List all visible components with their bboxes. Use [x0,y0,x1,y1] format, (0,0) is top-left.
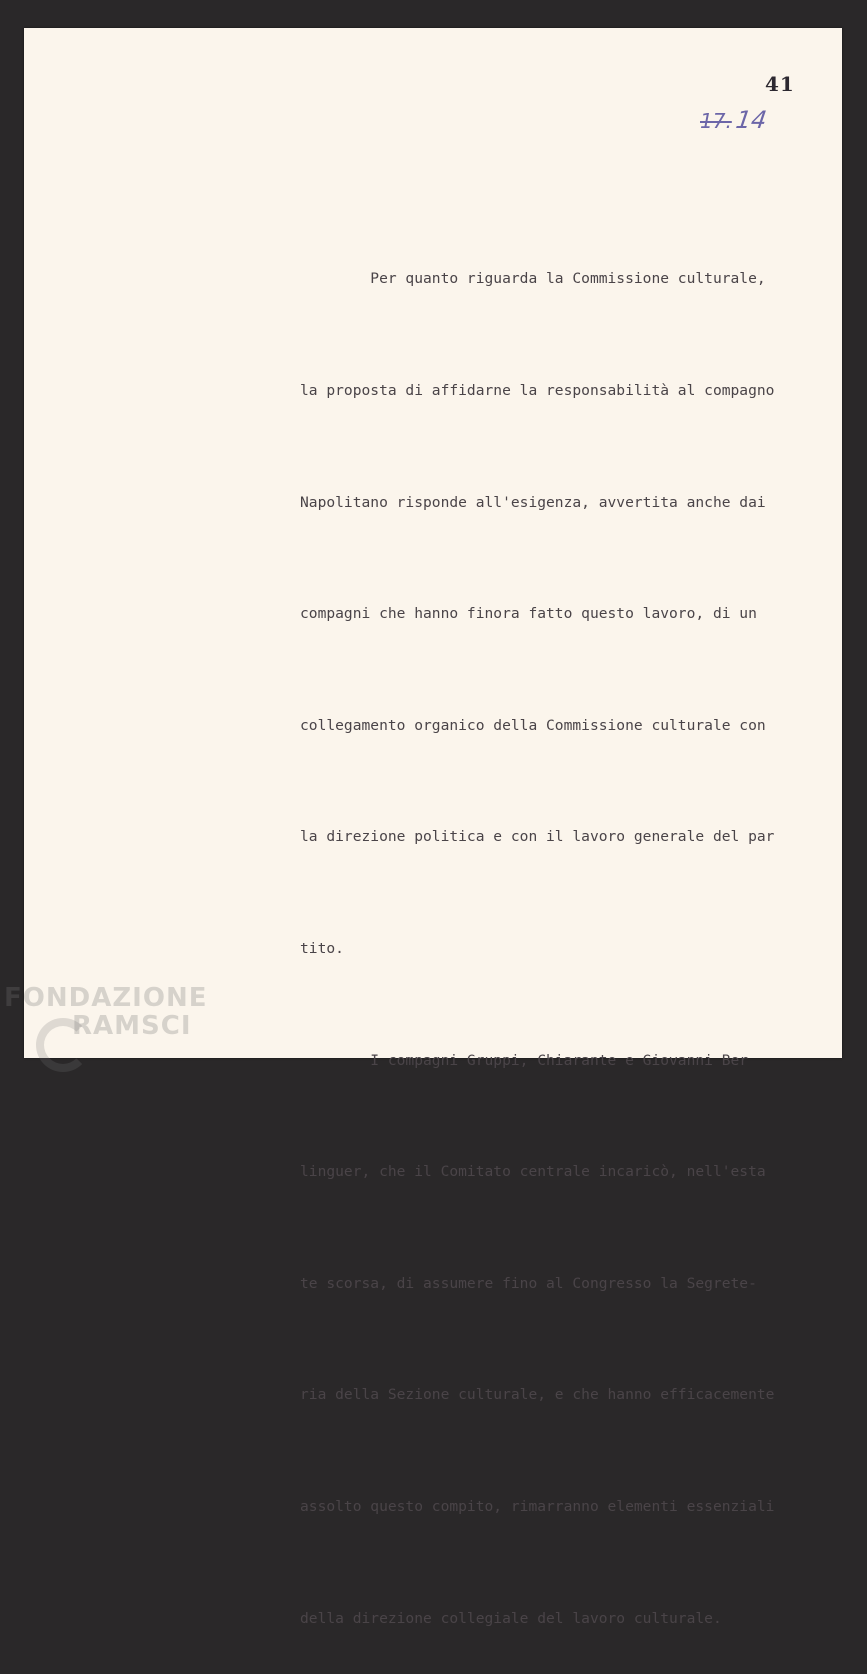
text-line: Napolitano risponde all'esigenza, avvertita anche dai [300,493,766,511]
archive-number-struck: 17. [700,109,732,133]
text-line: te scorsa, di assumere fino al Congresso la Segrete- [300,1274,757,1292]
archive-number-handwritten: 14 [733,106,769,134]
text-line: della direzione collegiale del lavoro culturale. [300,1609,722,1627]
text-line: tito. [300,939,344,957]
text-line: assolto questo compito, rimarranno elementi essenziali [300,1497,775,1515]
text-line: la direzione politica e con il lavoro generale del par [300,828,775,846]
watermark [4,985,207,1039]
text-line: Per quanto riguarda la Commissione culturale, [300,270,766,288]
watermark-line1: FONDAZIONE [4,983,208,1013]
text-line: I compagni Gruppi, Chiarante e Giovanni Ber [300,1051,749,1069]
body-text [300,186,830,1674]
text-line: la proposta di affidarne la responsabilità al compagno [300,382,775,399]
text-line: linguer, che il Comitato centrale incaricò, nell'esta [300,1163,766,1181]
page-number: 41 [765,72,795,96]
archive-number [700,106,769,134]
watermark-line2: RAMSCI [72,1011,192,1041]
text-line: collegamento organico della Commissione culturale con [300,716,766,734]
text-line: compagni che hanno finora fatto questo lavoro, di un [300,605,757,623]
text-line: ria della Sezione culturale, e che hanno efficacemente [300,1386,775,1404]
